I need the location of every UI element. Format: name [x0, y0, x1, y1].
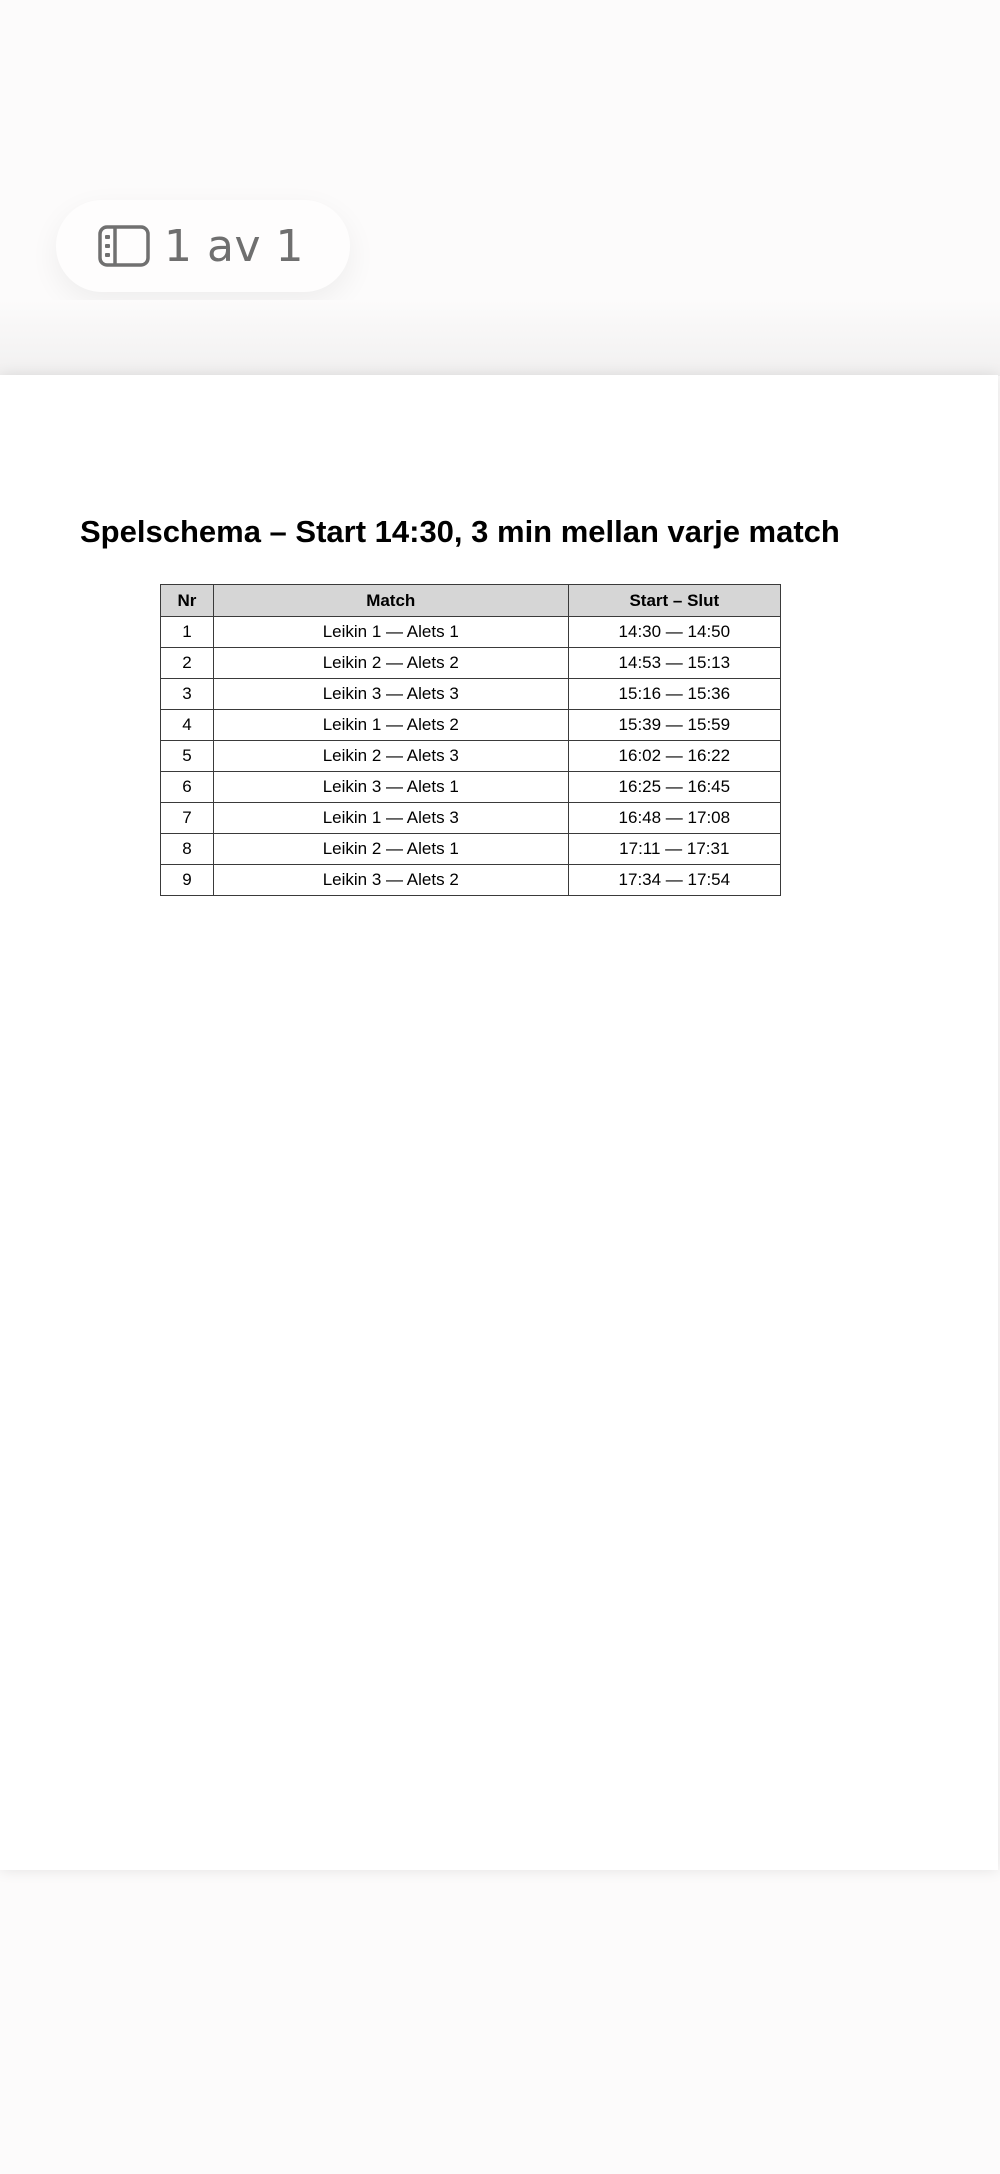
cell-match: Leikin 3 — Alets 1	[213, 772, 568, 803]
cell-match: Leikin 2 — Alets 3	[213, 741, 568, 772]
cell-nr: 5	[161, 741, 214, 772]
schedule-table	[160, 584, 781, 896]
table-row	[161, 803, 781, 834]
cell-nr: 1	[161, 617, 214, 648]
cell-time: 14:53 — 15:13	[568, 648, 780, 679]
table-row	[161, 679, 781, 710]
cell-nr: 4	[161, 710, 214, 741]
cell-time: 15:39 — 15:59	[568, 710, 780, 741]
cell-time: 17:34 — 17:54	[568, 865, 780, 896]
cell-nr: 7	[161, 803, 214, 834]
cell-nr: 9	[161, 865, 214, 896]
header-start-slut: Start – Slut	[568, 585, 780, 617]
cell-nr: 8	[161, 834, 214, 865]
page-count: 1 av 1	[164, 220, 304, 272]
table-row	[161, 741, 781, 772]
cell-match: Leikin 1 — Alets 1	[213, 617, 568, 648]
viewer-fade	[0, 300, 1000, 376]
table-row	[161, 710, 781, 741]
table-row	[161, 865, 781, 896]
header-nr: Nr	[161, 585, 214, 617]
cell-match: Leikin 1 — Alets 2	[213, 710, 568, 741]
cell-time: 14:30 — 14:50	[568, 617, 780, 648]
cell-time: 16:02 — 16:22	[568, 741, 780, 772]
table-row	[161, 648, 781, 679]
table-row	[161, 617, 781, 648]
cell-match: Leikin 3 — Alets 2	[213, 865, 568, 896]
cell-match: Leikin 1 — Alets 3	[213, 803, 568, 834]
page-indicator[interactable]	[56, 200, 350, 292]
cell-nr: 3	[161, 679, 214, 710]
sidebar-icon[interactable]	[98, 225, 150, 267]
header-match: Match	[213, 585, 568, 617]
cell-match: Leikin 2 — Alets 1	[213, 834, 568, 865]
cell-match: Leikin 2 — Alets 2	[213, 648, 568, 679]
document-title: Spelschema – Start 14:30, 3 min mellan varje match	[80, 514, 840, 549]
cell-nr: 6	[161, 772, 214, 803]
cell-time: 15:16 — 15:36	[568, 679, 780, 710]
table-row	[161, 834, 781, 865]
table-row	[161, 772, 781, 803]
cell-match: Leikin 3 — Alets 3	[213, 679, 568, 710]
cell-nr: 2	[161, 648, 214, 679]
table-header-row	[161, 585, 781, 617]
cell-time: 16:25 — 16:45	[568, 772, 780, 803]
cell-time: 17:11 — 17:31	[568, 834, 780, 865]
cell-time: 16:48 — 17:08	[568, 803, 780, 834]
